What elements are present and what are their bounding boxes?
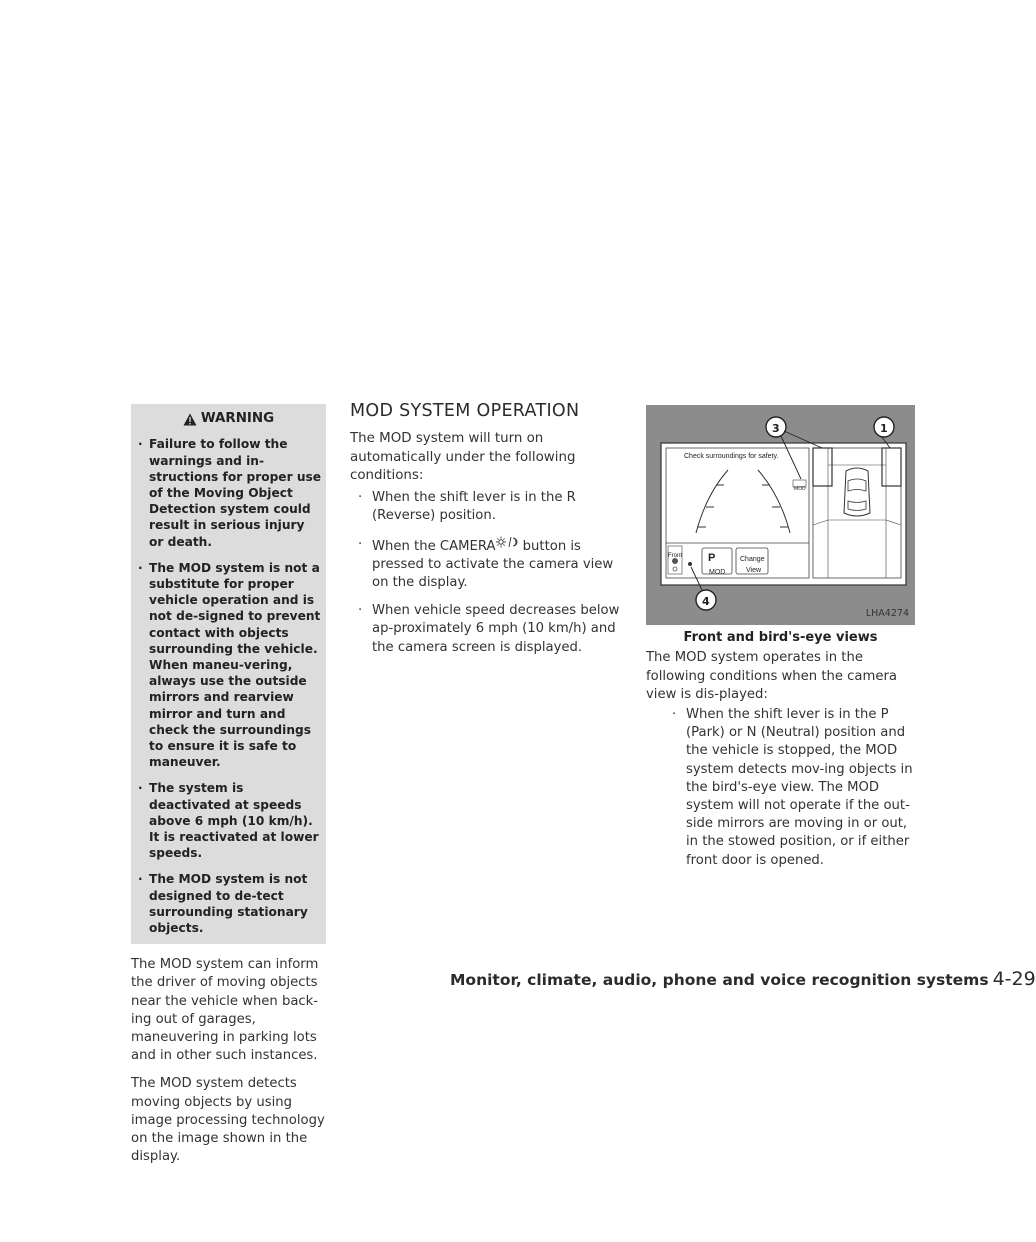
condition-text: button is pressed to activate the camera view on the display. xyxy=(372,538,614,590)
warning-heading xyxy=(131,410,326,428)
operation-item: · When the shift lever is in the P (Park) or N (Neutral) position and the vehicle is stopped, the MOD system detects mov-ing objects in the bird's-eye view. The MOD system will not operate if the out-side mirrors are moving in or out, in the stowed position, or if either front door is opened. xyxy=(646,706,915,870)
right-column xyxy=(646,405,915,870)
figure-code: LHA4274 xyxy=(865,607,909,619)
warning-item: · The MOD system is not designed to de-tect surrounding stationary objects. xyxy=(135,871,322,936)
display-diagram xyxy=(646,405,915,625)
page-number: 4-29 xyxy=(992,968,1036,990)
camera-button-icon xyxy=(496,536,518,548)
intro-paragraph: The MOD system detects moving objects by using image processing technology on the image shown in the display. xyxy=(131,1076,325,1165)
warning-box xyxy=(131,404,326,944)
section-title: MOD SYSTEM OPERATION xyxy=(350,401,580,421)
callout-1: 1 xyxy=(880,422,888,435)
figure-caption: Front and bird's-eye views xyxy=(683,630,878,645)
operation-list xyxy=(646,706,915,870)
callout-4: 4 xyxy=(702,595,710,608)
mod-button-label: MOD xyxy=(709,569,726,576)
warning-title: WARNING xyxy=(200,411,275,426)
condition-item: · When vehicle speed decreases below ap-proximately 6 mph (10 km/h) and the camera screen is displayed. xyxy=(350,602,630,657)
page-footer xyxy=(450,968,1036,990)
warning-triangle-icon xyxy=(183,413,197,426)
change-view-label-1: Change xyxy=(740,556,765,563)
p-icon: P xyxy=(708,552,716,564)
condition-item xyxy=(350,536,630,593)
warning-item: · The system is deactivated at speeds above 6 mph (10 km/h). It is reactivated at lower speeds. xyxy=(135,780,322,861)
intro-paragraph: The MOD system can inform the driver of moving objects near the vehicle when back-ing out of garages, maneuvering in parking lots and in other such instances. xyxy=(131,957,319,1064)
condition-item: · When the shift lever is in the R (Reverse) position. xyxy=(350,489,630,525)
callout-3: 3 xyxy=(772,422,780,435)
condition-text: When the CAMERA xyxy=(372,538,496,554)
screen-message: Check surroundings for safety. xyxy=(684,453,779,460)
left-column xyxy=(131,404,326,1166)
mod-indicator-label: MOD xyxy=(794,486,806,492)
warning-list xyxy=(131,436,326,936)
section-lead: The MOD system will turn on automatically under the following conditions: xyxy=(350,431,576,483)
display-illustration xyxy=(646,405,915,625)
warning-item: · Failure to follow the warnings and in-structions for proper use of the Moving Object Detection system could result in serious injury or death. xyxy=(135,436,322,549)
operation-lead: The MOD system operates in the following conditions when the camera view is dis-played: xyxy=(646,650,897,702)
middle-column xyxy=(350,402,630,667)
change-view-label-2: View xyxy=(746,567,762,574)
chapter-title: Monitor, climate, audio, phone and voice recognition systems xyxy=(450,971,989,989)
warning-item: · The MOD system is not a substitute for proper vehicle operation and is not de-signed to prevent contact with objects surrounding the vehicle. When maneu-vering, always use the outside mirrors and rearview mirror and turn and check the surroundings to ensure it is safe to maneuver. xyxy=(135,560,322,771)
conditions-list xyxy=(350,489,630,657)
front-label: Front xyxy=(668,553,683,559)
